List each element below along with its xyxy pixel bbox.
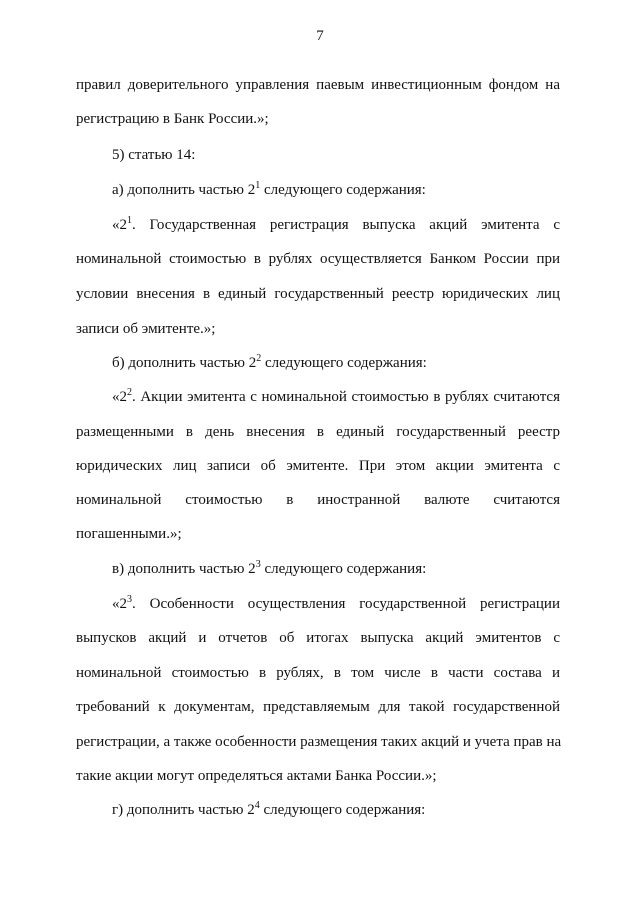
text-line-3: 5) статью 14: xyxy=(112,147,196,163)
text-line-9 xyxy=(112,353,560,373)
text-line-9-superscript: 2 xyxy=(256,353,262,364)
page-number: 7 xyxy=(316,28,324,44)
text-line-16-part-1: «2 xyxy=(112,596,127,612)
text-line-13: номинальной стоимостью в иностранной валюте считаются xyxy=(76,492,560,508)
text-line-10 xyxy=(112,387,560,407)
text-line-22-part-2: следующего содержания: xyxy=(259,802,426,818)
text-line-5-part-2: . Государственная регистрация выпуска акций эмитента с xyxy=(132,217,560,233)
text-line-22-part-1: г) дополнить частью 2 xyxy=(112,802,255,818)
text-line-15-part-2: следующего содержания: xyxy=(260,561,427,577)
text-line-16 xyxy=(112,594,560,614)
text-line-22-superscript: 4 xyxy=(254,800,260,811)
text-line-10-superscript: 2 xyxy=(127,387,132,398)
text-line-16-superscript: 3 xyxy=(127,594,132,605)
text-line-1: правил доверительного управления паевым инвестиционным фондом на xyxy=(76,77,560,93)
text-line-6: номинальной стоимостью в рублях осуществляется Банком России при xyxy=(76,251,560,267)
text-line-10-part-1: «2 xyxy=(112,389,127,405)
text-line-11: размещенными в день внесения в единый государственный реестр xyxy=(76,424,560,440)
text-line-10-part-2: . Акции эмитента с номинальной стоимостью в рублях считаются xyxy=(132,389,560,405)
text-line-12: юридических лиц записи об эмитенте. При этом акции эмитента с xyxy=(76,458,560,474)
text-line-4-superscript: 1 xyxy=(255,180,261,191)
text-line-22 xyxy=(112,800,560,820)
text-line-5-part-1: «2 xyxy=(112,217,127,233)
text-line-4 xyxy=(112,180,560,200)
text-line-14: погашенными.»; xyxy=(76,526,182,542)
text-line-5-superscript: 1 xyxy=(127,215,132,226)
text-line-8: записи об эмитенте.»; xyxy=(76,321,216,337)
text-line-9-part-1: б) дополнить частью 2 xyxy=(112,355,257,371)
text-line-16-part-2: . Особенности осуществления государственной регистрации xyxy=(132,596,560,612)
text-line-4-part-1: а) дополнить частью 2 xyxy=(112,182,256,198)
text-line-18: номинальной стоимостью в рублях, в том числе в части состава и xyxy=(76,665,560,681)
text-line-4-part-2: следующего содержания: xyxy=(260,182,426,198)
text-line-19: требований к документам, представляемым для такой государственной xyxy=(76,699,560,715)
text-line-9-part-2: следующего содержания: xyxy=(261,355,427,371)
text-line-17: выпусков акций и отчетов об итогах выпуска акций эмитентов с xyxy=(76,630,560,646)
text-line-5 xyxy=(112,215,560,235)
text-line-21: такие акции могут определяться актами Банка России.»; xyxy=(76,768,437,784)
text-line-15-part-1: в) дополнить частью 2 xyxy=(112,561,256,577)
text-line-7: условии внесения в единый государственный реестр юридических лиц xyxy=(76,286,560,302)
text-line-20: регистрации, а также особенности размещения таких акций и учета прав на xyxy=(76,734,562,750)
text-line-15-superscript: 3 xyxy=(255,559,261,570)
text-line-2: регистрацию в Банк России.»; xyxy=(76,111,269,127)
text-line-15 xyxy=(112,559,560,579)
